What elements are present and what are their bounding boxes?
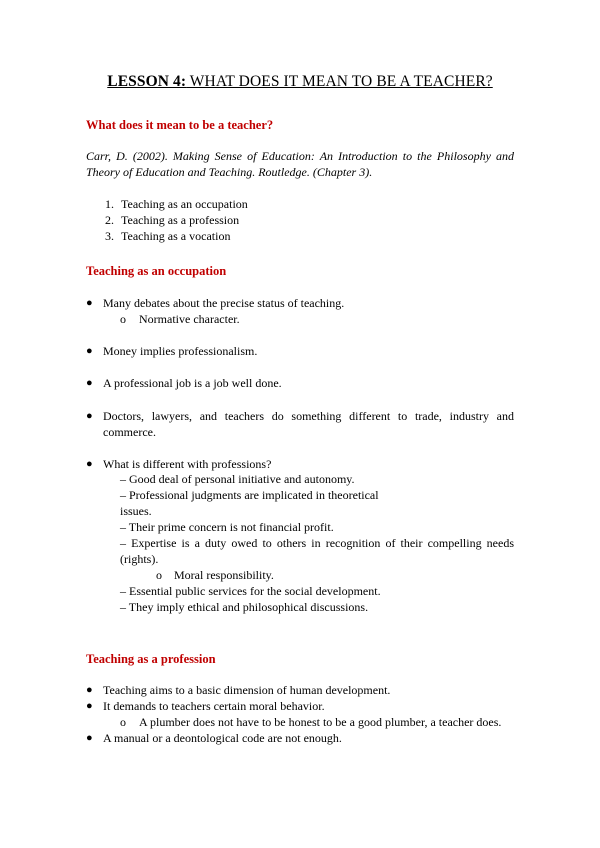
dash-item-continued: issues. [120, 504, 152, 518]
bullet-text: A manual or a deontological code are not enough. [103, 731, 342, 745]
bullet-text: A professional job is a job well done. [103, 376, 282, 390]
list-number: 2. [105, 213, 114, 227]
list-number: 1. [105, 197, 114, 211]
bullet-icon: ● [86, 345, 93, 357]
bullet-text: Doctors, lawyers, and teachers do something different to trade, industry and [103, 409, 514, 423]
citation-line-2: Theory of Education and Teaching. Routledge. (Chapter 3). [86, 165, 373, 179]
dash-item: – Good deal of personal initiative and autonomy. [120, 472, 355, 486]
bullet-icon: ● [86, 410, 93, 422]
sub-bullet-text: A plumber does not have to be honest to be a good plumber, a teacher does. [139, 715, 502, 729]
bullet-text: Teaching aims to a basic dimension of human development. [103, 683, 391, 697]
citation-line-1: Carr, D. (2002). Making Sense of Education: An Introduction to the Philosophy and [86, 149, 514, 163]
list-item: Teaching as a vocation [121, 229, 231, 243]
sub-bullet-icon: o [156, 568, 162, 582]
dash-item: – Their prime concern is not financial profit. [120, 520, 334, 534]
bullet-icon: ● [86, 458, 93, 470]
bullet-text: It demands to teachers certain moral behavior. [103, 699, 325, 713]
sub-bullet-text: Normative character. [139, 312, 240, 326]
list-number: 3. [105, 229, 114, 243]
bullet-text: What is different with professions? [103, 457, 272, 471]
sub-bullet-text: Moral responsibility. [174, 568, 274, 582]
lesson-number: LESSON 4: [107, 73, 187, 90]
lesson-title: WHAT DOES IT MEAN TO BE A TEACHER? [186, 73, 493, 90]
list-item: Teaching as a profession [121, 213, 240, 227]
bullet-text-continued: commerce. [103, 425, 156, 439]
bullet-text: Money implies professionalism. [103, 344, 258, 358]
dash-item: – They imply ethical and philosophical discussions. [120, 600, 369, 614]
section-heading-profession: Teaching as a profession [86, 652, 216, 666]
page-title [0, 72, 600, 92]
dash-item: – Professional judgments are implicated in theoretical [120, 488, 379, 502]
dash-item-continued: (rights). [120, 552, 159, 566]
bullet-icon: ● [86, 732, 93, 744]
dash-item: – Essential public services for the social development. [120, 584, 381, 598]
bullet-icon: ● [86, 297, 93, 309]
bullet-icon: ● [86, 377, 93, 389]
list-item: Teaching as an occupation [121, 197, 248, 211]
dash-item: – Expertise is a duty owed to others in recognition of their compelling needs [120, 536, 514, 550]
bullet-icon: ● [86, 700, 93, 712]
section-heading-meaning: What does it mean to be a teacher? [86, 118, 274, 132]
bullet-text: Many debates about the precise status of teaching. [103, 296, 345, 310]
sub-bullet-icon: o [120, 312, 126, 326]
section-heading-occupation: Teaching as an occupation [86, 264, 227, 278]
bullet-icon: ● [86, 684, 93, 696]
sub-bullet-icon: o [120, 715, 126, 729]
